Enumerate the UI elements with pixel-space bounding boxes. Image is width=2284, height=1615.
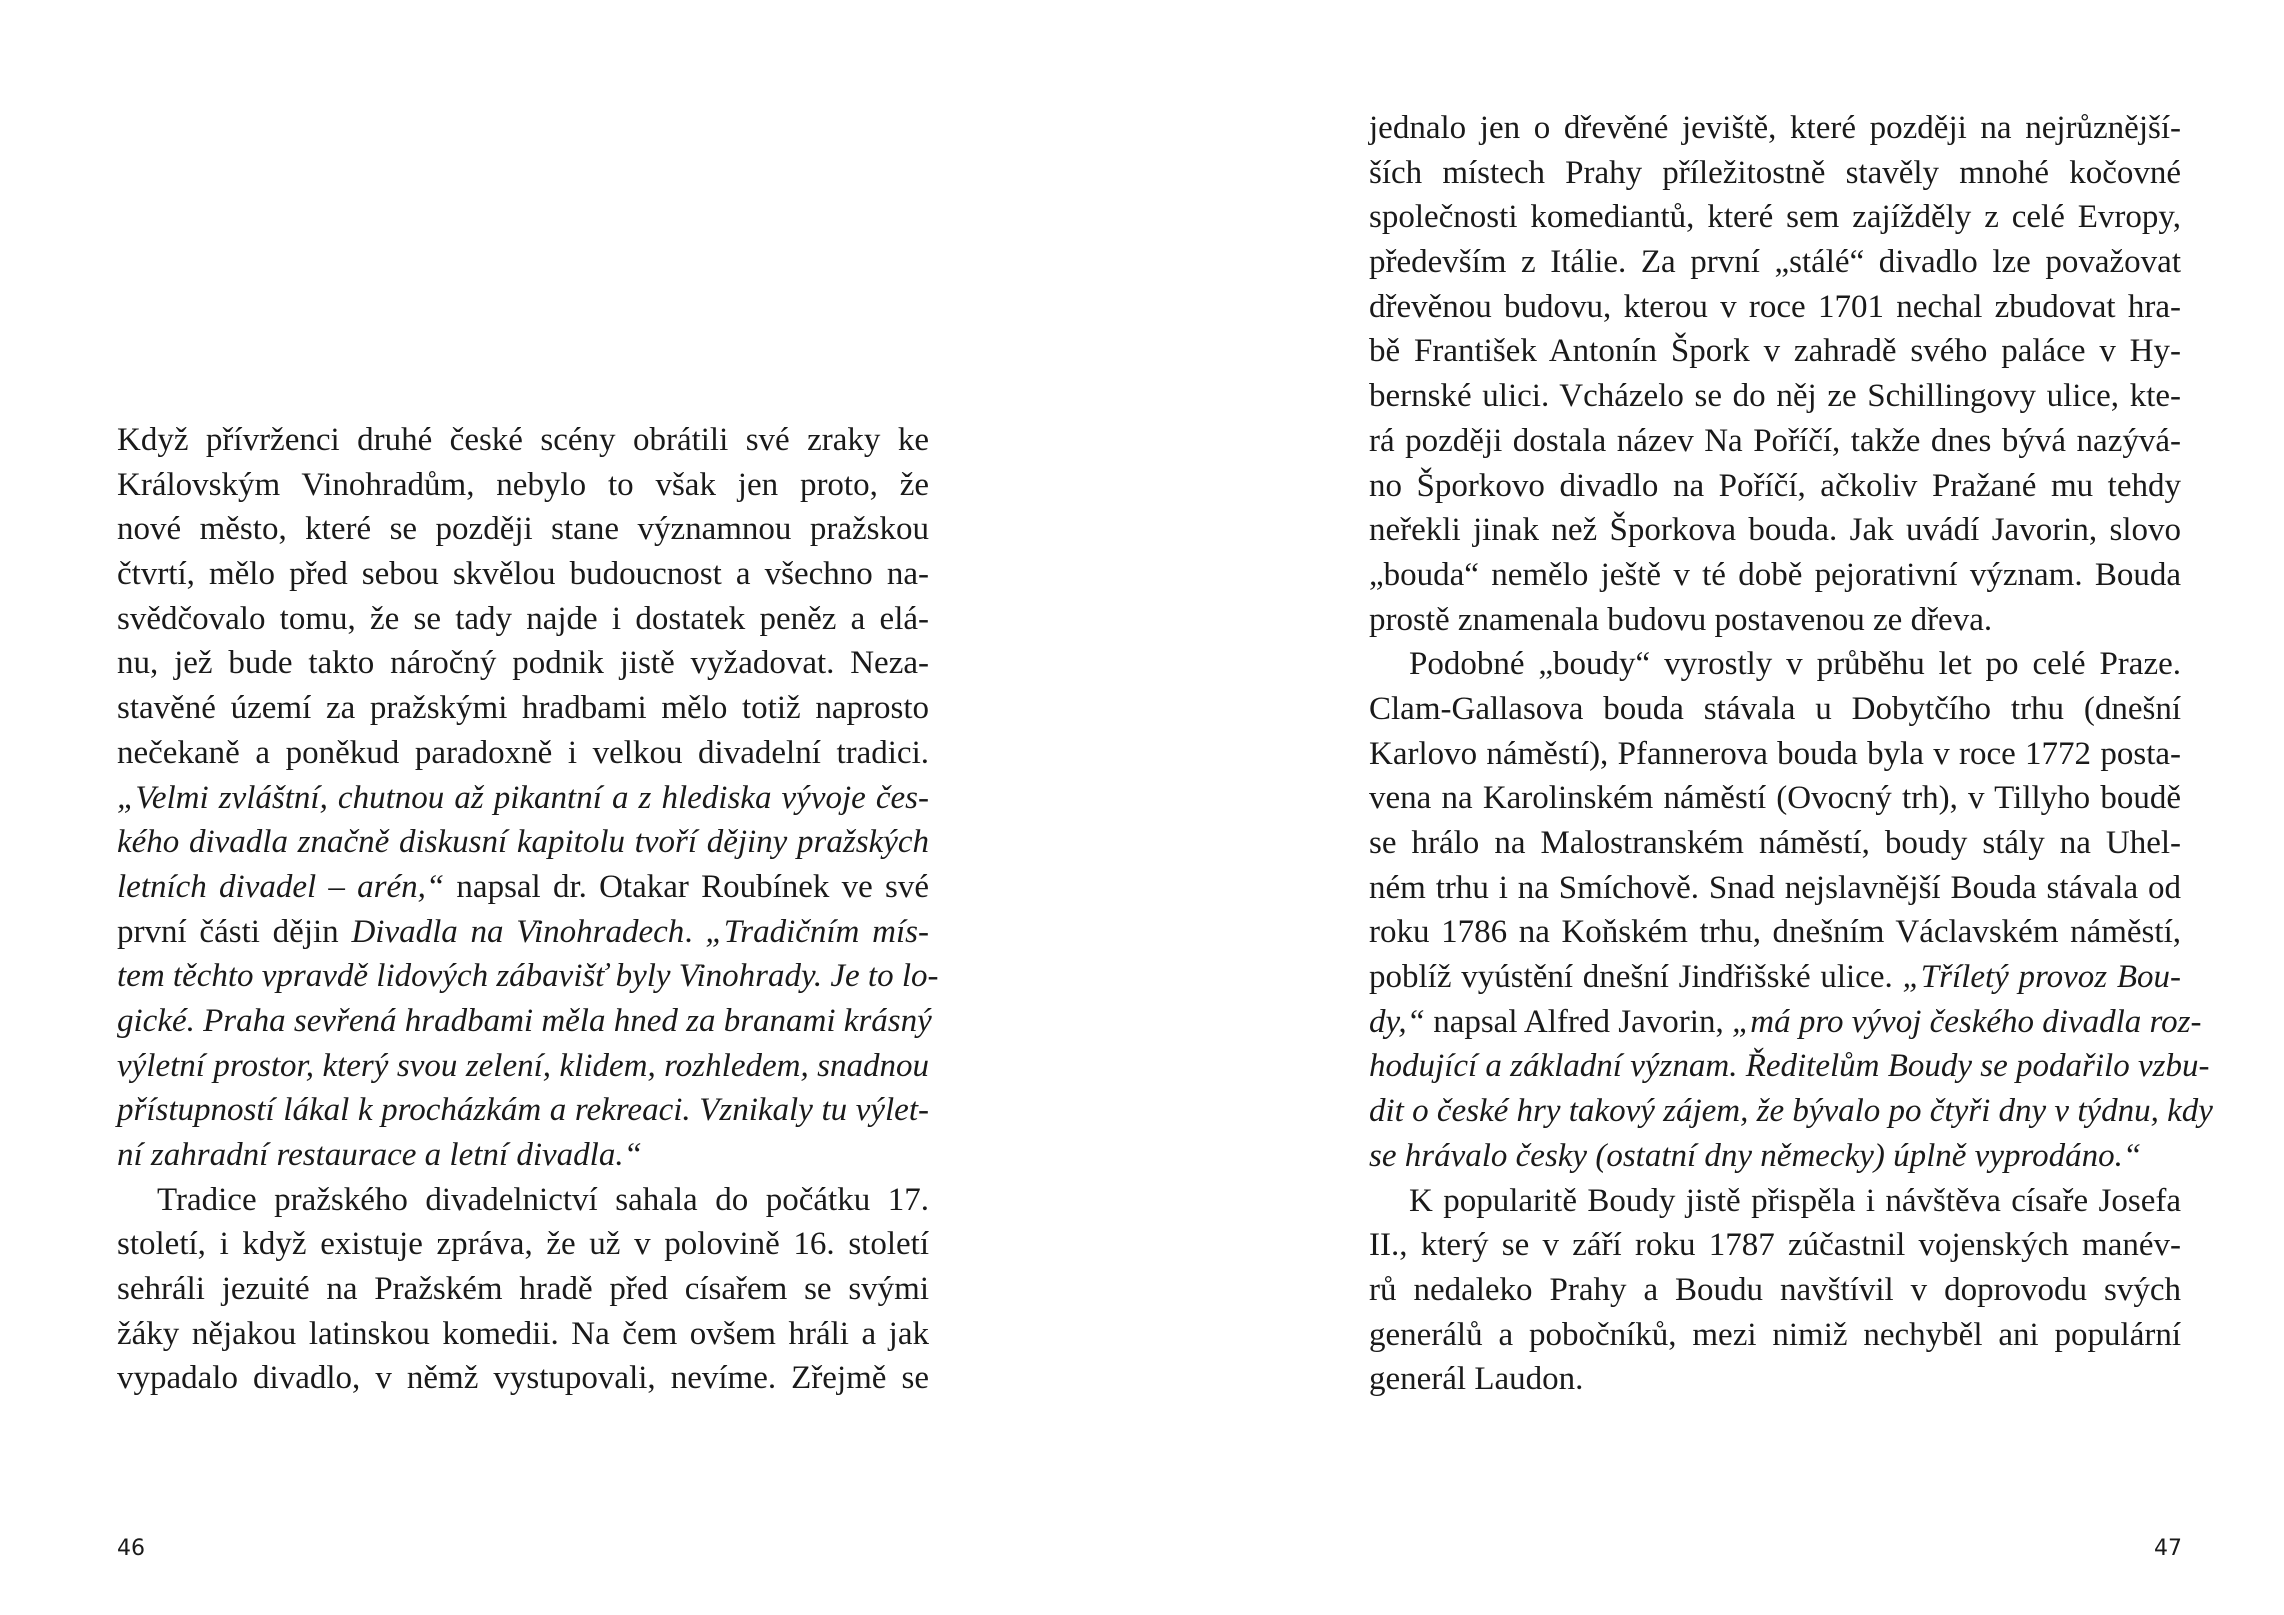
left-text-column (117, 418, 939, 1401)
text-line: Královským Vinohradům, nebylo to však jen proto, že (117, 466, 929, 503)
text-line: prostě znamenala budovu postavenou ze dřeva. (1369, 601, 1993, 638)
text-line: Tradice pražského divadelnictví sahala do počátku 17. (157, 1181, 929, 1218)
text-line: vypadalo divadlo, v němž vystupovali, nevíme. Zřejmě se (117, 1360, 929, 1397)
text-line: Podobné „boudy“ vyrostly v průběhu let po celé Praze. (1409, 646, 2181, 683)
text-line: tem těchto vpravdě lidových zábavišť byly Vinohrady. Je to lo- (117, 958, 939, 995)
text-line: Když přívrženci druhé české scény obrátili své zraky ke (117, 422, 929, 458)
text-line: bě František Antonín Špork v zahradě svého paláce v Hy- (1369, 333, 2181, 370)
text-line: generál Laudon. (1369, 1361, 1584, 1398)
text-line: Clam-Gallasova bouda stávala u Dobytčího trhu (dnešní (1369, 690, 2181, 727)
text-line: ších místech Prahy příležitostně stavěly mnohé kočovné (1369, 154, 2181, 191)
text-line: roku 1786 na Koňském trhu, dnešním Václavském náměstí, (1369, 914, 2181, 951)
text-line: nečekaně a poněkud paradoxně i velkou divadelní tradici. (117, 734, 929, 771)
text-line: hodující a základní význam. Ředitelům Boudy se podařilo vzbu- (1369, 1048, 2210, 1085)
text-line: K popularitě Boudy jistě přispěla i návštěva císaře Josefa (1409, 1182, 2181, 1219)
text-line: dit o české hry takový zájem, že bývalo po čtyři dny v týdnu, kdy (1369, 1093, 2213, 1130)
text-line: „Velmi zvláštní, chutnou až pikantní a z hlediska vývoje čes- (117, 779, 929, 816)
text-line: století, i když existuje zpráva, že už v polovině 16. století (117, 1226, 929, 1263)
text-line: čtvrtí, mělo před sebou skvělou budoucnost a všechno na- (117, 556, 929, 593)
text-line: jednalo jen o dřevěné jeviště, které později na nejrůznější- (1369, 110, 2181, 146)
text-line: no Šporkovo divadlo na Poříčí, ačkoliv Pražané mu tehdy (1369, 467, 2181, 504)
right-page (1142, 0, 2284, 1615)
page-number: 47 (2154, 1536, 2182, 1561)
text-line: II., který se v září roku 1787 zúčastnil vojenských manév- (1369, 1227, 2181, 1264)
text-line: „bouda“ nemělo ještě v té době pejorativní význam. Bouda (1369, 556, 2181, 593)
text-line: ní zahradní restaurace a letní divadla.“ (117, 1137, 642, 1173)
text-line: se hrálo na Malostranském náměstí, boudy stály na Uhel- (1369, 825, 2181, 861)
text-line: nové město, které se později stane významnou pražskou (117, 511, 929, 548)
text-line: rá později dostala název Na Poříčí, takže dnes bývá nazývá- (1369, 422, 2181, 459)
text-line: gické. Praha sevřená hradbami měla hned za branami krásný (117, 1002, 932, 1039)
text-line: vena na Karolinském náměstí (Ovocný trh), v Tillyho boudě (1369, 780, 2181, 817)
text-line: nu, jež bude takto náročný podnik jistě vyžadovat. Neza- (117, 645, 929, 682)
text-line: dy,“ napsal Alfred Javorin, „má pro vývoj českého divadla roz- (1369, 1003, 2202, 1040)
text-line: přístupností lákal k procházkám a rekreaci. Vznikaly tu výlet- (117, 1092, 929, 1129)
text-line: žáky nějakou latinskou komedii. Na čem ovšem hráli a jak (117, 1315, 929, 1352)
text-line: poblíž vyústění dnešní Jindřišské ulice. „Tříletý provoz Bou- (1369, 959, 2181, 996)
page-number: 46 (117, 1536, 145, 1561)
text-line: ném trhu i na Smíchově. Snad nejslavnější Bouda stávala od (1369, 869, 2181, 906)
text-line: především z Itálie. Za první „stálé“ divadlo lze považovat (1369, 244, 2181, 281)
text-line: společnosti komediantů, které sem zajížděly z celé Evropy, (1369, 199, 2181, 236)
text-line: svědčovalo tomu, že se tady najde i dostatek peněz a elá- (117, 600, 929, 637)
text-line: se hrávalo česky (ostatní dny německy) úplně vyprodáno.“ (1369, 1137, 2142, 1174)
text-line: neřekli jinak než Šporkova bouda. Jak uvádí Javorin, slovo (1369, 512, 2181, 549)
text-line: letních divadel – arén,“ napsal dr. Otakar Roubínek ve své (117, 868, 930, 905)
text-line: Karlovo náměstí), Pfannerova bouda byla v roce 1772 posta- (1369, 735, 2181, 772)
text-line: rů nedaleko Prahy a Boudu navštívil v doprovodu svých (1369, 1271, 2181, 1308)
text-line: generálů a pobočníků, mezi nimiž nechyběl ani populární (1369, 1316, 2181, 1353)
text-line: kého divadla značně diskusní kapitolu tvoří dějiny pražských (117, 824, 929, 861)
text-line: bernské ulici. Vcházelo se do něj ze Schillingovy ulice, kte- (1369, 378, 2181, 415)
text-line: stavěné území za pražskými hradbami mělo totiž naprosto (117, 690, 929, 727)
text-line: výletní prostor, který svou zelení, klidem, rozhledem, snadnou (117, 1047, 929, 1084)
right-text-column (1369, 106, 2213, 1402)
text-line: sehráli jezuité na Pražském hradě před císařem se svými (117, 1271, 929, 1308)
text-line: první části dějin Divadla na Vinohradech. „Tradičním mís- (117, 913, 929, 950)
text-line: dřevěnou budovu, kterou v roce 1701 nechal zbudovat hra- (1369, 288, 2181, 325)
